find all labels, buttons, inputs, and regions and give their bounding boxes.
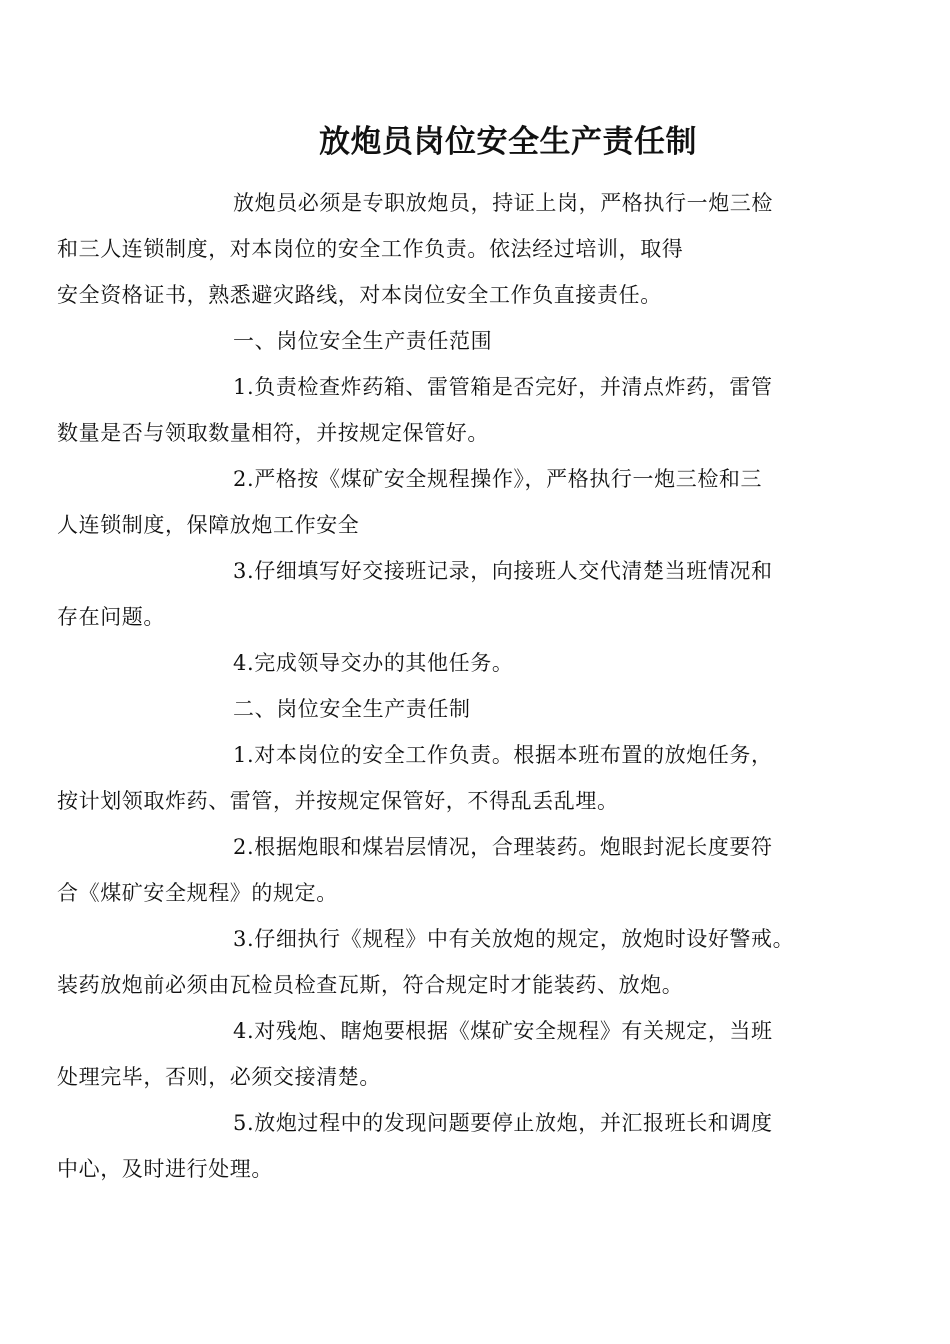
paragraph-resp-item-2 <box>57 824 809 916</box>
paragraph-resp-item-3 <box>57 916 809 1008</box>
paragraph-resp-item-5 <box>57 1100 809 1192</box>
paragraph-intro <box>57 180 809 318</box>
text-line: 5.放炮过程中的发现问题要停止放炮，并汇报班长和调度 <box>233 1111 773 1135</box>
text-line: 3.仔细执行《规程》中有关放炮的规定，放炮时设好警戒。 <box>233 927 795 951</box>
paragraph-scope-item-2 <box>57 456 809 548</box>
text-line: 中心，及时进行处理。 <box>57 1157 273 1181</box>
document-body <box>57 180 809 1192</box>
text-line: 1.负责检查炸药箱、雷管箱是否完好，并清点炸药，雷管 <box>233 375 773 399</box>
text-line: 二、岗位安全生产责任制 <box>233 697 471 721</box>
text-line: 放炮员必须是专职放炮员，持证上岗，严格执行一炮三检 <box>233 191 773 215</box>
text-line: 安全资格证书，熟悉避灾路线，对本岗位安全工作负直接责任。 <box>57 283 662 307</box>
paragraph-resp-item-4 <box>57 1008 809 1100</box>
text-line: 按计划领取炸药、雷管，并按规定保管好，不得乱丢乱埋。 <box>57 789 619 813</box>
text-line: 2.严格按《煤矿安全规程操作》，严格执行一炮三检和三 <box>233 467 763 491</box>
text-line: 处理完毕，否则，必须交接清楚。 <box>57 1065 381 1089</box>
text-line: 人连锁制度，保障放炮工作安全 <box>57 513 360 537</box>
paragraph-scope-item-3 <box>57 548 809 640</box>
text-line: 数量是否与领取数量相符，并按规定保管好。 <box>57 421 489 445</box>
text-line: 4.对残炮、瞎炮要根据《煤矿安全规程》有关规定，当班 <box>233 1019 773 1043</box>
text-line: 一、岗位安全生产责任范围 <box>233 329 493 353</box>
text-line: 2.根据炮眼和煤岩层情况，合理装药。炮眼封泥长度要符 <box>233 835 773 859</box>
text-line: 合《煤矿安全规程》的规定。 <box>57 881 338 905</box>
section-heading-scope <box>145 318 809 364</box>
text-line: 存在问题。 <box>57 605 165 629</box>
text-line: 装药放炮前必须由瓦检员检查瓦斯，符合规定时才能装药、放炮。 <box>57 973 684 997</box>
paragraph-scope-item-4 <box>145 640 809 686</box>
text-line: 4.完成领导交办的其他任务。 <box>233 651 514 675</box>
text-line: 和三人连锁制度，对本岗位的安全工作负责。依法经过培训，取得 <box>57 237 684 261</box>
text-line: 1.对本岗位的安全工作负责。根据本班布置的放炮任务， <box>233 743 773 767</box>
paragraph-scope-item-1 <box>57 364 809 456</box>
paragraph-resp-item-1 <box>57 732 809 824</box>
document-title: 放炮员岗位安全生产责任制 <box>319 124 697 160</box>
text-line: 3.仔细填写好交接班记录，向接班人交代清楚当班情况和 <box>233 559 773 583</box>
section-heading-responsibility <box>145 686 809 732</box>
